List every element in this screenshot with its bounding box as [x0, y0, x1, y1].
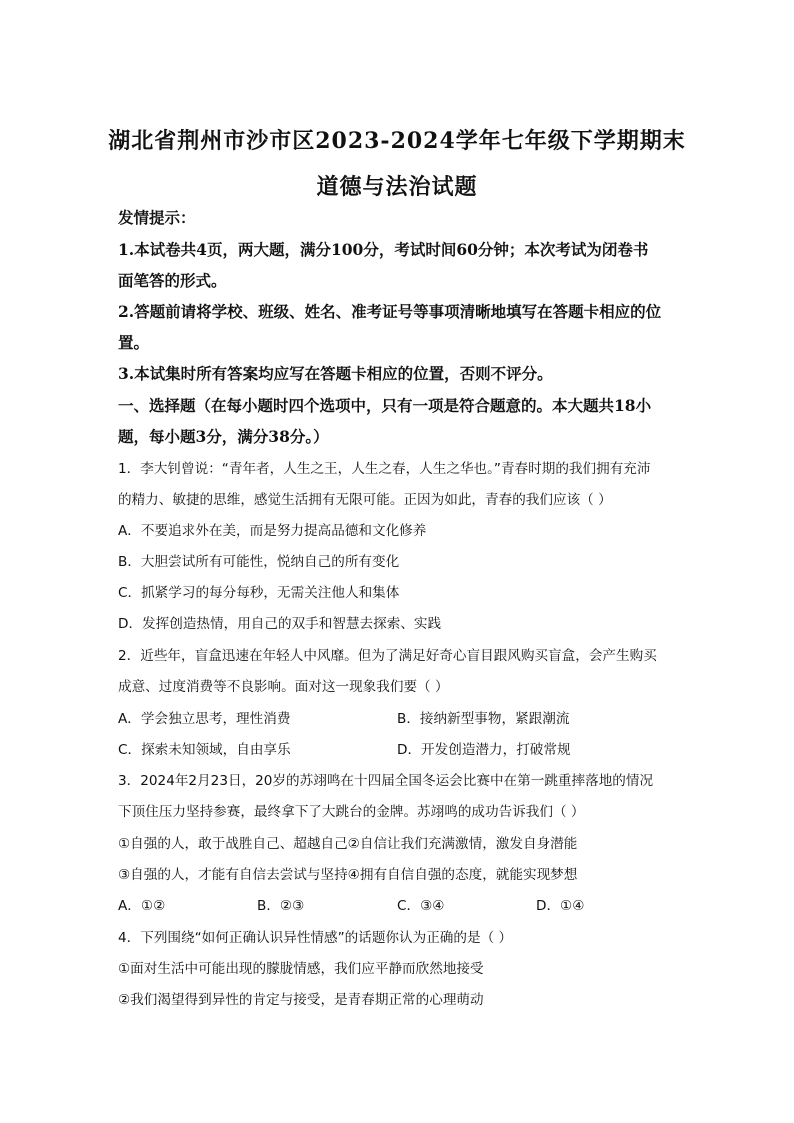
section-heading-line-1: 一、选择题（在每小题时四个选项中，只有一项是符合题意的。本大题共18小	[118, 396, 652, 415]
q1-option-a: A．不要追求外在美，而是努力提高品德和文化修养	[118, 523, 427, 539]
q3-stem-line-1: 3．2024年2月23日，20岁的苏翊鸣在十四届全国冬运会比赛中在第一跳重摔落地的情况	[118, 773, 654, 789]
notice-item-2-line-1: 2.答题前请将学校、班级、姓名、准考证号等事项清晰地填写在答题卡相应的位	[118, 302, 662, 321]
q3-option-d: D．①④	[536, 898, 585, 914]
notice-item-3: 3.本试集时所有答案均应写在答题卡相应的位置，否则不评分。	[118, 364, 553, 383]
exam-title-line1: 湖北省荆州市沙市区2023-2024学年七年级下学期期末	[108, 128, 686, 154]
q4-statement-1: ①面对生活中可能出现的朦胧情感，我们应平静而欣然地接受	[118, 961, 484, 977]
q4-statement-2: ②我们渴望得到异性的肯定与接受，是青春期正常的心理萌动	[118, 992, 484, 1008]
q3-statements-2: ③自强的人，才能有自信去尝试与坚持④拥有自信自强的态度，就能实现梦想	[118, 867, 578, 883]
notice-item-1-line-1: 1.本试卷共4页，两大题，满分100分，考试时间60分钟；本次考试为闭卷书	[118, 240, 649, 259]
q4-stem: 4．下列围绕“如何正确认识异性情感”的话题你认为正确的是（ ）	[118, 930, 513, 946]
q3-option-a: A．①②	[118, 898, 166, 914]
section-heading-line-2: 题，每小题3分，满分38分。）	[118, 427, 329, 446]
q1-stem-line-1: 1．李大钊曾说：“青年者，人生之王，人生之春，人生之华也。”青春时期的我们拥有充沛	[118, 461, 651, 477]
q2-option-c: C．探索未知领域，自由享乐	[118, 742, 291, 758]
notice-item-1-line-2: 面笔答的形式。	[118, 271, 227, 290]
q1-option-d: D．发挥创造热情，用自己的双手和智慧去探索、实践	[118, 616, 442, 632]
exam-title-line2: 道德与法治试题	[316, 174, 478, 200]
q2-option-a: A．学会独立思考，理性消费	[118, 711, 291, 727]
q3-stem-line-2: 下顶住压力坚持参赛，最终拿下了大跳台的金牌。苏翊鸣的成功告诉我们（ ）	[118, 804, 585, 820]
q2-option-b: B．接纳新型事物，紧跟潮流	[397, 711, 570, 727]
notice-heading: 发情提示：	[118, 208, 196, 227]
q3-option-c: C．③④	[397, 898, 445, 914]
q1-stem-line-2: 的精力、敏捷的思维，感觉生活拥有无限可能。正因为如此，青春的我们应该（ ）	[118, 492, 612, 508]
q1-option-c: C．抓紧学习的每分每秒，无需关注他人和集体	[118, 585, 400, 601]
q2-option-d: D．开发创造潜力，打破常规	[397, 742, 571, 758]
q2-stem-line-1: 2．近些年，盲盒迅速在年轻人中风靡。但为了满足好奇心盲目跟风购买盲盒，会产生购买	[118, 648, 657, 664]
notice-item-2-line-2: 置。	[118, 333, 150, 352]
q1-option-b: B．大胆尝试所有可能性，悦纳自己的所有变化	[118, 554, 400, 570]
q3-statements-1: ①自强的人，敢于战胜自己、超越自己②自信让我们充满激情，激发自身潜能	[118, 836, 578, 852]
q2-stem-line-2: 成意、过度消费等不良影响。面对这一现象我们要（ ）	[118, 679, 449, 695]
q3-option-b: B．②③	[257, 898, 305, 914]
